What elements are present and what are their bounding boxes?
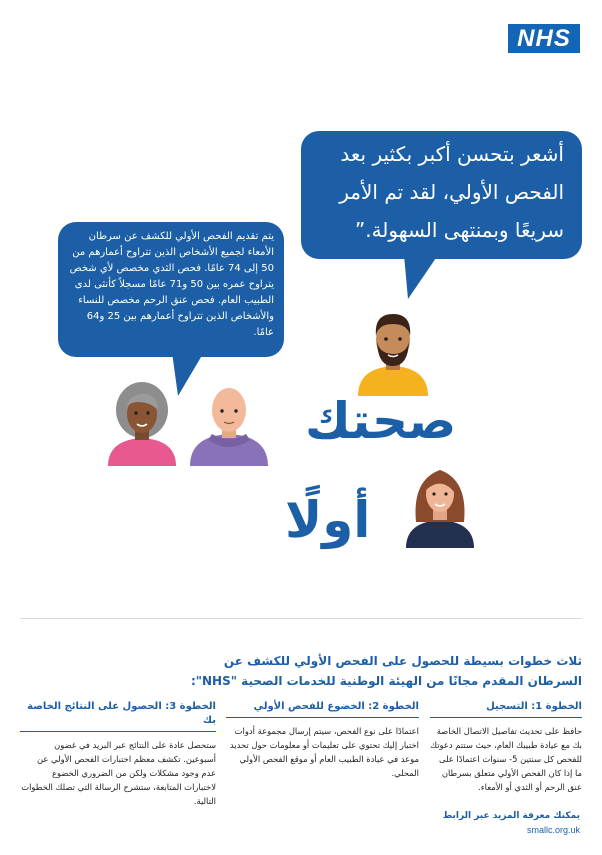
headline-line-1: صحتك bbox=[305, 392, 457, 450]
steps-title: ثلاث خطوات بسيطة للحصول على الفحص الأولي للكشف عن السرطان المقدم مجانًا من الهيئة الوطنية للخدمات الصحية "NHS": bbox=[190, 654, 582, 688]
person-man-beard-illustration bbox=[354, 310, 432, 396]
step-3-body: ستحصل عادة على النتائج عبر البريد في غضون أسبوعين. تكشف معظم اختبارات الفحص الأولي عن عدم وجود مشكلات ولكن من الضروري الخضوع لاختبارات المتابعة، ستشرح الرسالة التي تصلك الخطوات التالية. bbox=[21, 740, 216, 806]
quote-bubble bbox=[301, 131, 582, 259]
step-2-heading: الخطوة 2: الخضوع للفحص الأولي bbox=[226, 700, 419, 718]
quote-bubble-tail bbox=[404, 255, 440, 300]
person-woman-brown-hair-illustration bbox=[402, 462, 478, 548]
step-1 bbox=[430, 700, 582, 794]
info-bubble bbox=[58, 222, 284, 357]
step-3 bbox=[20, 700, 216, 808]
website-link[interactable]: smallc.org.uk bbox=[526, 825, 580, 835]
learn-more-text: يمكنك معرفة المزيد عبر الرابط bbox=[442, 811, 580, 821]
person-woman-grey-hair-illustration bbox=[104, 380, 180, 466]
quote-text: أشعر بتحسن أكبر بكثير بعد الفحص الأولي، لقد تم الأمر سريعًا وبمنتهى السهولة.” bbox=[339, 142, 564, 242]
section-divider bbox=[20, 618, 582, 619]
info-text: يتم تقديم الفحص الأولي للكشف عن سرطان الأمعاء لجميع الأشخاص الذين تتراوح أعمارهم من 50 إلى 74 عامًا. فحص الثدي مخصص لأي شخص يتراوح عمره بين 50 و71 عامًا مسجلاً كأنثى لدى الطبيب العام. فحص عنق الرحم مخصص للنساء والأشخاص الذين تتراوح أعمارهم بين 25 و64 عامًا. bbox=[69, 231, 274, 338]
nhs-logo: NHS bbox=[508, 24, 580, 53]
step-1-body: حافظ على تحديث تفاصيل الاتصال الخاصة بك مع عيادة طبيبك العام، حيث ستتم دعوتك للفحص كل سنتين 5- سنوات اعتمادًا على ما إذا كان الفحص الأولي متعلق بسرطان عنق الرحم أو الثدي أو الأمعاء. bbox=[430, 726, 582, 792]
step-1-heading: الخطوة 1: التسجيل bbox=[430, 700, 582, 718]
person-bald-man-illustration bbox=[186, 384, 272, 466]
step-2-body: اعتمادًا على نوع الفحص، سيتم إرسال مجموعة أدوات اختبار إليك تحتوي على تعليمات أو معلومات حول تحديد موعد في عيادة الطبيب العام أو موقع الفحص الأولي المحلي. bbox=[229, 726, 419, 778]
headline-line-2: أولًا bbox=[285, 491, 371, 549]
step-3-heading: الخطوة 3: الحصول على النتائج الخاصة بك bbox=[20, 700, 216, 732]
step-2 bbox=[226, 700, 419, 780]
